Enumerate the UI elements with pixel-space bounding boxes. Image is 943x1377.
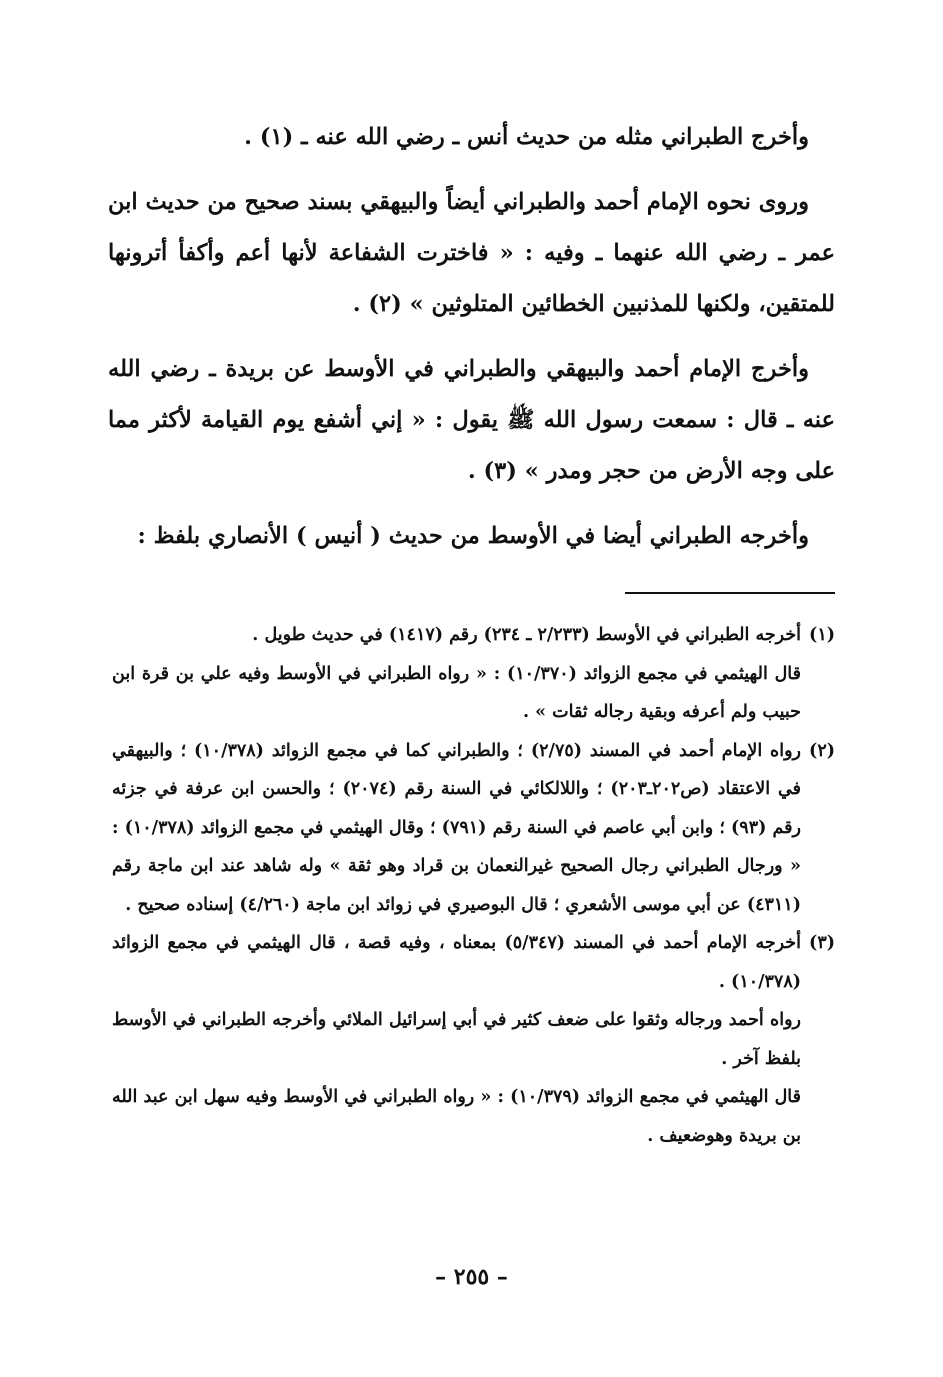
footnote-subtext: قال الهيثمي في مجمع الزوائد (١٠/٣٧٠) : « رواه الطبراني في الأوسط وفيه علي بن قرة ابن حبيب ولم أعرفه وبقية رجاله ثقات » . [112, 663, 802, 722]
footnote-2 [112, 732, 835, 925]
main-text [108, 112, 835, 576]
footnote-subtext: رواه أحمد ورجاله وثقوا على ضعف كثير في أبي إسرائيل الملائي وأخرجه الطبراني في الأوسط بلفظ آخر . [112, 1010, 801, 1069]
footnote-subtext: قال الهيثمي في مجمع الزوائد (١٠/٣٧٩) : « رواه الطبراني في الأوسط وفيه سهل ابن عبد الله بن بريدة وهوضعيف . [112, 1087, 802, 1146]
footnote-text: رواه الإمام أحمد في المسند (٢/٧٥) ؛ والطبراني كما في مجمع الزوائد (١٠/٣٧٨) ؛ والبيهقي في الاعتقاد (ص٢٠٢ـ٢٠٣) ؛ واللالكائي في السنة رقم (٢٠٧٤) ؛ والحسن ابن عرفة في جزئه رقم (٩٣) ؛ وابن أبي عاصم في السنة رقم (٧٩١) ؛ وقال الهيثمي في مجمع الزوائد (١٠/٣٧٨) : « ورجال الطبراني رجال الصحيح غيرالنعمان بن قراد وهو ثقة » وله شاهد عند ابن ماجة رقم (٤٣١١) عن أبي موسى الأشعري ؛ قال البوصيري في زوائد ابن ماجة (٤/٢٦٠) إسناده صحيح . [112, 740, 801, 915]
footnote-text: أخرجه الإمام أحمد في المسند (٥/٣٤٧) بمعناه ، وفيه قصة ، قال الهيثمي في مجمع الزوائد (١٠/٣٧٨) . [112, 933, 801, 992]
paragraph-3: وأخرج الإمام أحمد والبيهقي والطبراني في الأوسط عن بريدة ـ رضي الله عنه ـ قال : سمعت رسول الله ﷺ يقول : « إني أشفع يوم القيامة لأكثر مما على وجه الأرض من حجر ومدر » (٣) . [108, 356, 835, 484]
page-number: – ٢٥٥ – [435, 1264, 508, 1290]
footnote-1 [112, 616, 835, 655]
paragraph-2: وروى نحوه الإمام أحمد والطبراني أيضاً والبيهقي بسند صحيح من حديث ابن عمر ـ رضي الله عنهما ـ وفيه : « فاخترت الشفاعة لأنها أعم وأكفأ أترونها للمتقين، ولكنها للمذنبين الخطائين المتلوثين » (٢) . [108, 189, 835, 317]
footnote-number: (٢) [809, 740, 835, 761]
paragraph-1: وأخرج الطبراني مثله من حديث أنس ـ رضي الله عنه ـ (١) . [244, 124, 809, 150]
footnote-text: أخرجه الطبراني في الأوسط (٢/٢٣٣ ـ ٢٣٤) رقم (١٤١٧) في حديث طويل . [252, 625, 801, 645]
footnote-number: (٣) [809, 933, 835, 953]
footnote-3 [112, 924, 835, 1001]
footnotes [112, 616, 835, 1155]
footnote-number: (١) [809, 625, 835, 645]
paragraph-4: وأخرجه الطبراني أيضا في الأوسط من حديث ( أنيس ) الأنصاري بلفظ : [137, 523, 809, 549]
footnote-separator [625, 592, 835, 594]
